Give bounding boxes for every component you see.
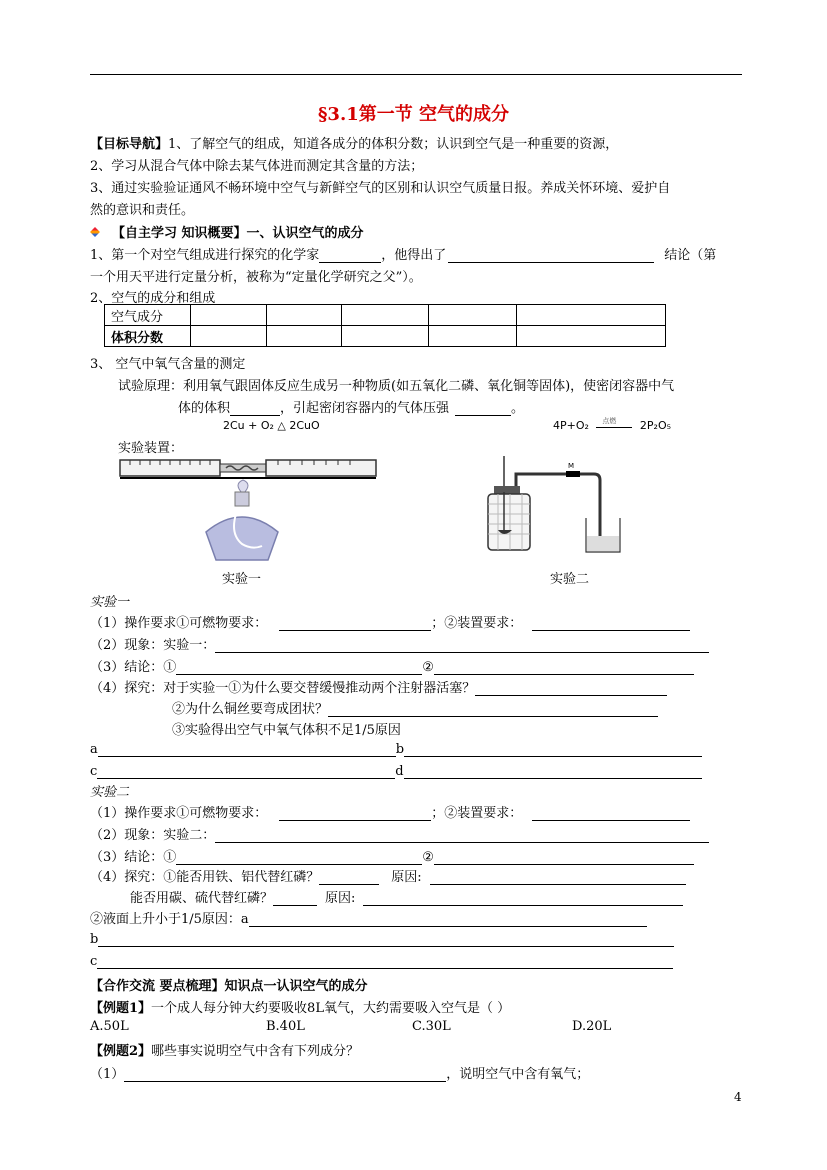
- answer-blank[interactable]: [176, 850, 422, 865]
- answer-blank[interactable]: [215, 638, 709, 653]
- answer-blank[interactable]: [215, 828, 709, 843]
- option-a[interactable]: A.50L: [90, 1019, 129, 1034]
- answer-blank[interactable]: [328, 702, 658, 717]
- table-cell: 空气成分: [105, 305, 191, 326]
- composition-table: [104, 304, 666, 347]
- self-study-heading: 【自主学习 知识概要】一、认识空气的成分: [90, 222, 364, 241]
- objective-1: 1、了解空气的组成，知道各成分的体积分数；认识到空气是一种重要的资源，: [168, 137, 619, 152]
- page-title: §3.1第一节 空气的成分: [318, 104, 509, 125]
- objective-2: 2、学习从混合气体中除去某气体进而测定其含量的方法；: [90, 159, 424, 174]
- equation-copper: 2Cu + O₂ △ 2CuO: [223, 419, 320, 432]
- table-cell: 体积分数: [105, 326, 191, 347]
- exp1-row-4c: ③实验得出空气中氧气体积不足1/5原因: [172, 723, 401, 738]
- answer-blank[interactable]: [532, 616, 690, 631]
- table-cell[interactable]: [429, 305, 517, 326]
- answer-blank[interactable]: [448, 248, 654, 263]
- answer-blank[interactable]: [475, 681, 667, 696]
- page-number: 4: [734, 1090, 742, 1104]
- option-d[interactable]: D.20L: [572, 1019, 612, 1034]
- experiment-2-apparatus-image: [482, 452, 632, 562]
- exp2-row-2: （2）现象：实验二：: [90, 824, 709, 843]
- exp2-row-4: （4）探究：①能否用铁、铝代替红磷？ 原因:: [90, 866, 686, 885]
- objectives-label: 【目标导航】: [90, 137, 169, 152]
- exp1-row-3: （3）结论：① ②: [90, 656, 694, 675]
- answer-blank[interactable]: [124, 1067, 446, 1082]
- exp2-row-3: （3）结论：① ②: [90, 846, 694, 865]
- question-3: 3、 空气中氧气含量的测定: [90, 357, 246, 372]
- question-1-line2: 一个用天平进行定量分析，被称为“定量化学研究之父”）。: [90, 270, 422, 285]
- caption-experiment-2: 实验二: [550, 572, 590, 587]
- experiment-1-heading: 实验一: [90, 595, 130, 610]
- table-cell[interactable]: [342, 326, 429, 347]
- exp2-row-4b: 能否用碳、硫代替红磷？ 原因:: [130, 887, 683, 906]
- answer-blank[interactable]: [455, 401, 511, 416]
- answer-blank[interactable]: [176, 660, 422, 675]
- table-cell[interactable]: [267, 305, 342, 326]
- answer-blank[interactable]: [279, 806, 431, 821]
- question-2: 2、空气的成分和组成: [90, 291, 216, 306]
- answer-blank[interactable]: [434, 660, 694, 675]
- answer-blank[interactable]: [230, 401, 280, 416]
- bullet-icon: [90, 227, 100, 237]
- objective-3-line1: 3、通过实验验证通风不畅环境中空气与新鲜空气的区别和认识空气质量日报。养成关怀环境、爱护自: [90, 181, 671, 196]
- svg-text:M: M: [568, 462, 575, 470]
- answer-blank[interactable]: [273, 891, 317, 906]
- exp1-row-2: （2）现象：实验一：: [90, 634, 709, 653]
- answer-blank[interactable]: [97, 764, 395, 779]
- top-rule: [90, 74, 742, 75]
- table-cell[interactable]: [191, 326, 267, 347]
- principle-line1: 试验原理：利用氧气跟固体反应生成另一种物质(如五氧化二磷、氧化铜等固体)，使密闭容器中气: [118, 379, 675, 394]
- equation-phosphorus: 4P+O₂ 点燃 2P₂O₅: [553, 416, 672, 432]
- answer-blank[interactable]: [249, 912, 647, 927]
- answer-blank[interactable]: [363, 891, 683, 906]
- answer-blank[interactable]: [319, 870, 379, 885]
- answer-blank[interactable]: [279, 616, 431, 631]
- example-1: 【例题1】一个成人每分钟大约要吸收8L氧气，大约需要吸入空气是（ ）: [90, 1001, 511, 1016]
- example-2: 【例题2】哪些事实说明空气中含有下列成分？: [90, 1044, 360, 1059]
- apparatus-label: 实验装置：: [118, 441, 184, 456]
- option-b[interactable]: B.40L: [266, 1019, 305, 1034]
- objective-3-line2: 然的意识和责任。: [90, 203, 195, 218]
- exp2-row-5: ②液面上升小于1/5原因：a: [90, 908, 647, 927]
- answer-blank[interactable]: [532, 806, 690, 821]
- table-cell[interactable]: [267, 326, 342, 347]
- caption-experiment-1: 实验一: [222, 572, 262, 587]
- table-cell[interactable]: [342, 305, 429, 326]
- example-2-row-1: （1） ，说明空气中含有氧气；: [90, 1067, 590, 1082]
- answer-blank[interactable]: [98, 742, 396, 757]
- experiment-2-heading: 实验二: [90, 785, 130, 800]
- exp1-row-4b: ②为什么铜丝要弯成团状？: [172, 698, 658, 717]
- table-cell[interactable]: [517, 305, 666, 326]
- table-cell[interactable]: [429, 326, 517, 347]
- exp2-row-1: （1）操作要求①可燃物要求： ；②装置要求：: [90, 802, 690, 821]
- exp1-row-1: （1）操作要求①可燃物要求： ；②装置要求：: [90, 612, 690, 631]
- option-c[interactable]: C.30L: [412, 1019, 451, 1034]
- answer-blank[interactable]: [430, 870, 686, 885]
- answer-blank[interactable]: [404, 742, 702, 757]
- exp1-reason-cd: c d: [90, 764, 702, 779]
- exp2-reason-b: b: [90, 932, 674, 947]
- answer-blank[interactable]: [97, 954, 673, 969]
- cooperate-heading: 【合作交流 要点梳理】知识点一认识空气的成分: [90, 979, 368, 994]
- objectives-line1: [90, 133, 618, 152]
- answer-blank[interactable]: [98, 932, 674, 947]
- answer-blank[interactable]: [404, 764, 702, 779]
- exp1-reason-ab: a b: [90, 742, 702, 757]
- principle-line2: 体的体积 ，引起密闭容器内的气体压强 。: [178, 401, 525, 416]
- exp1-row-4: （4）探究：对于实验一①为什么要交替缓慢推动两个注射器活塞？: [90, 677, 667, 696]
- question-1: 1、第一个对空气组成进行探究的化学家 ，他得出了 结论（第: [90, 248, 717, 263]
- answer-blank[interactable]: [319, 248, 381, 263]
- exp2-reason-c: c: [90, 954, 673, 969]
- answer-blank[interactable]: [434, 850, 694, 865]
- experiment-1-apparatus-image: [118, 452, 380, 570]
- table-cell[interactable]: [517, 326, 666, 347]
- table-cell[interactable]: [191, 305, 267, 326]
